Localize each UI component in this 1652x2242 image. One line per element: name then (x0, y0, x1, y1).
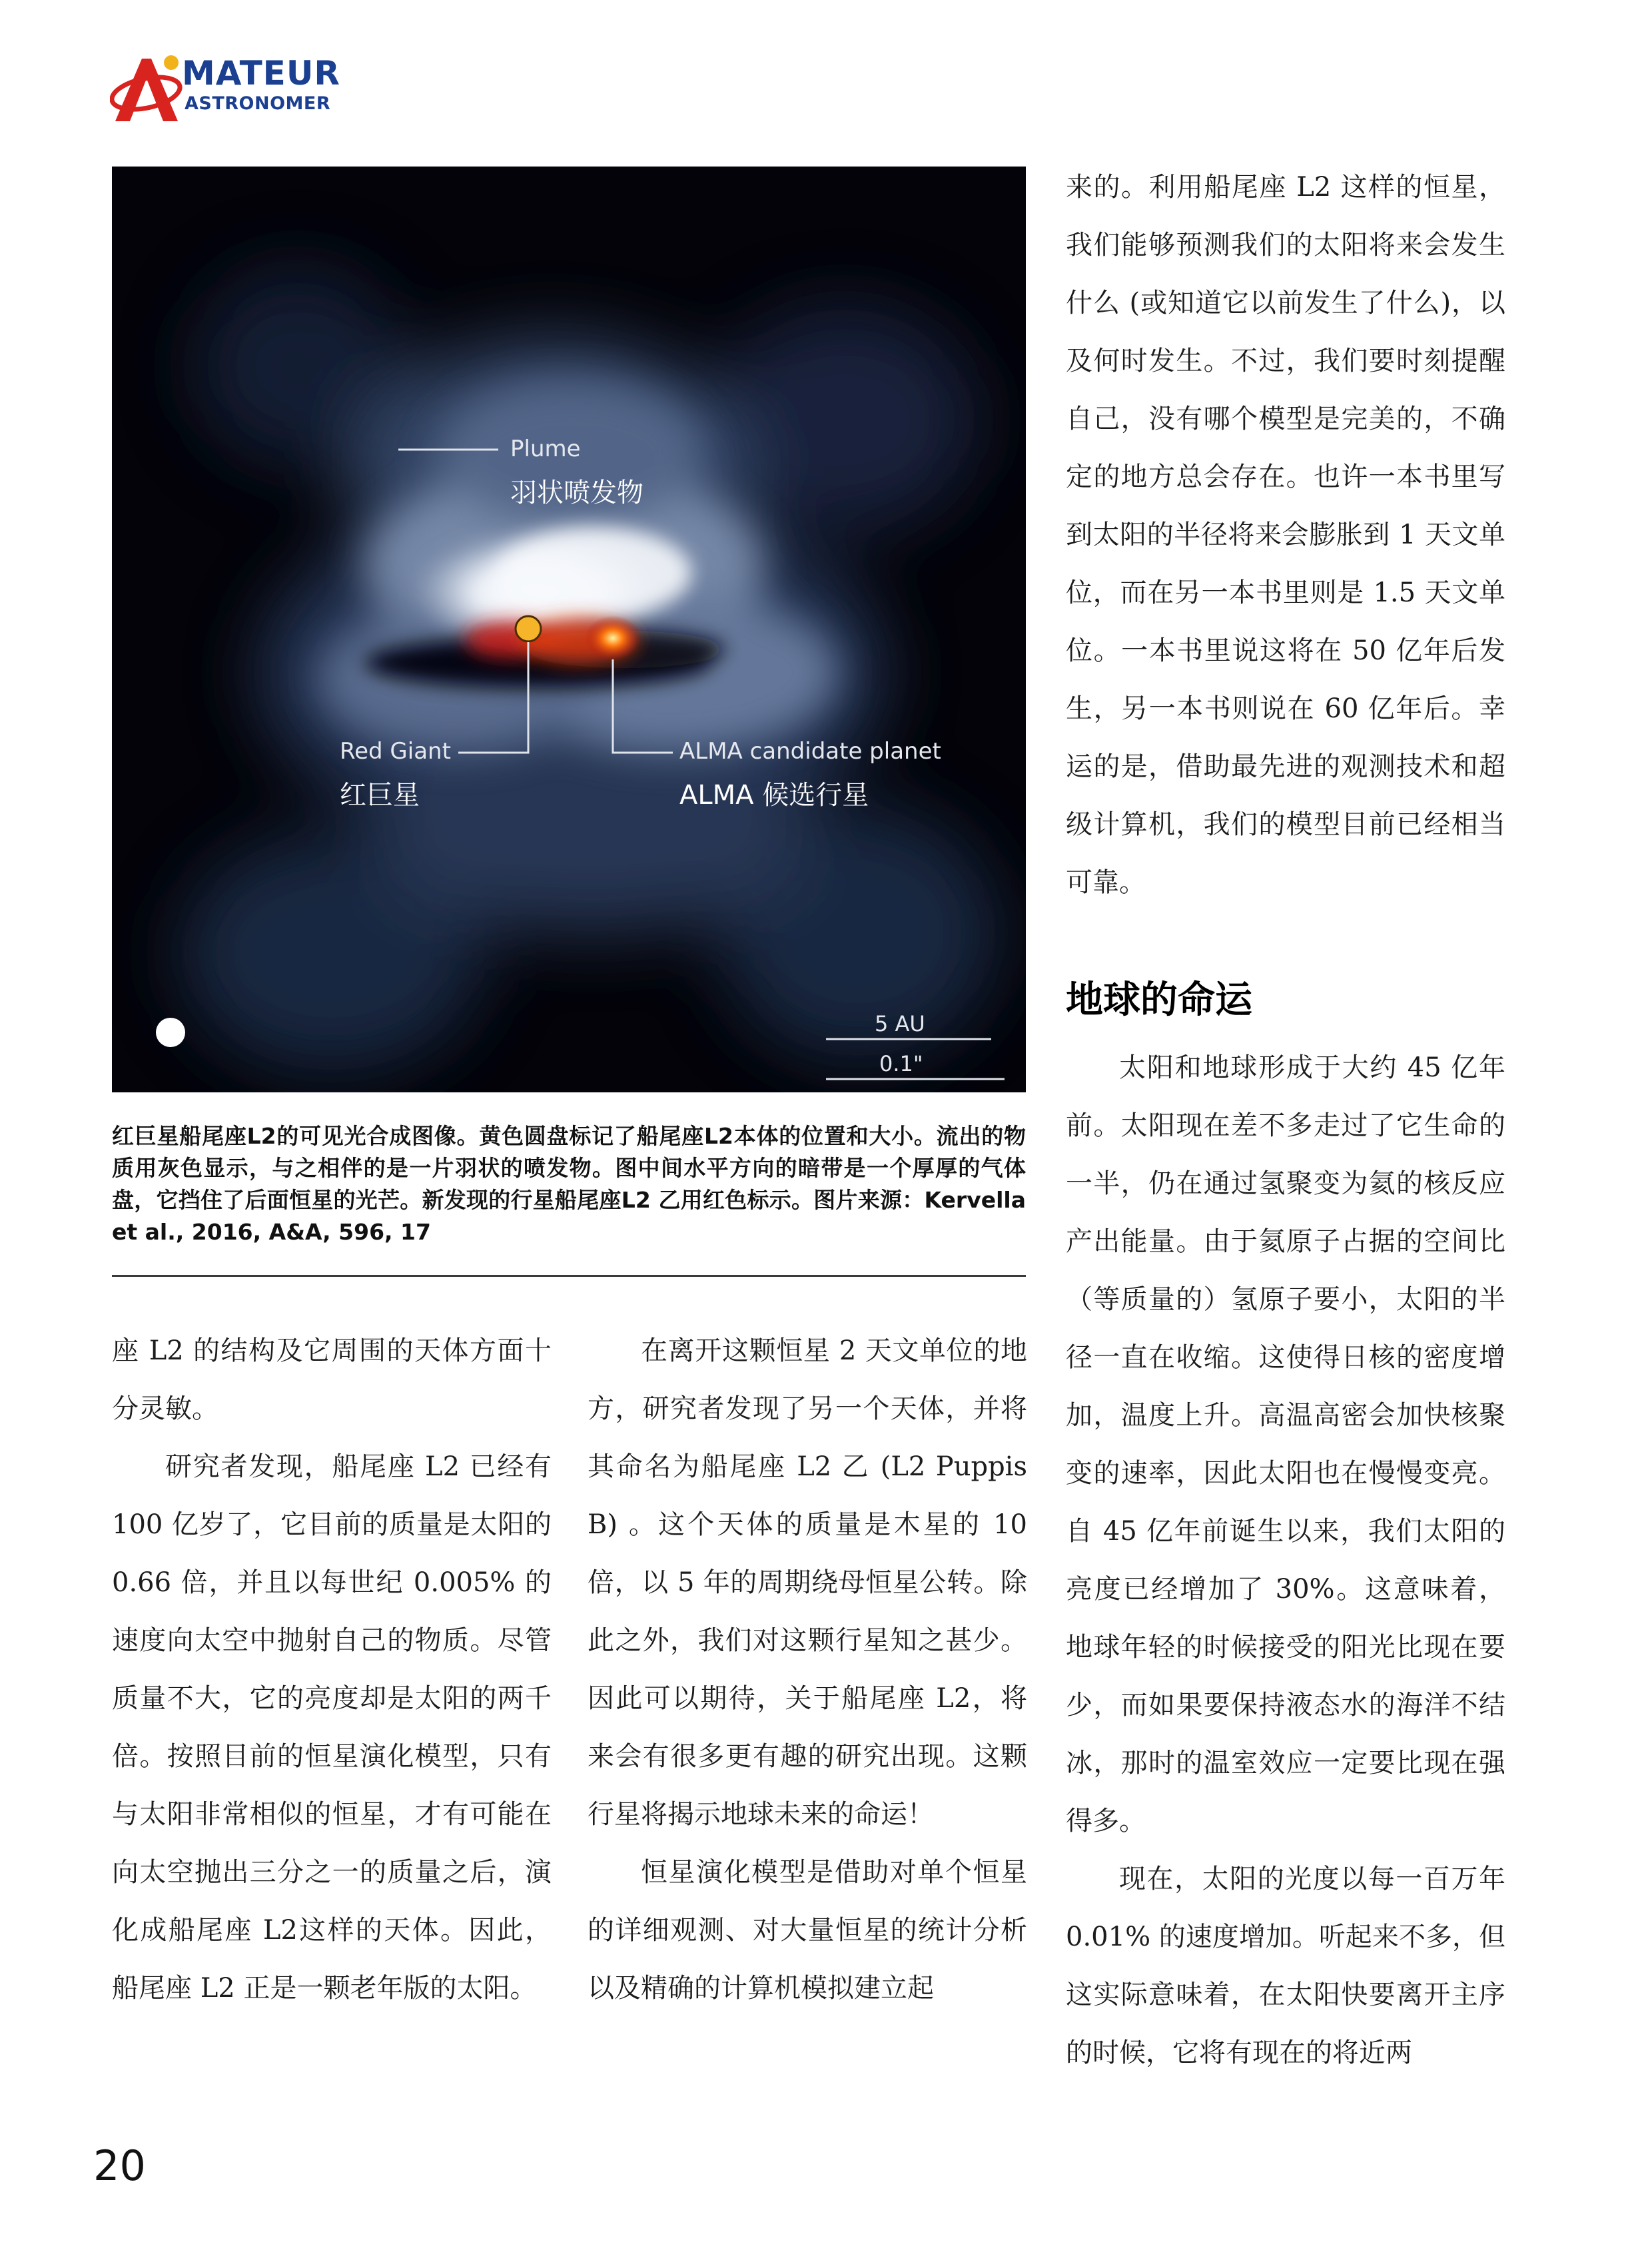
red-giant-image (112, 167, 1026, 1092)
body-column-middle (588, 1322, 1027, 2018)
planet-label-zh: ALMA 候选行星 (679, 780, 869, 811)
paragraph: 现在，太阳的光度以每一百万年 0.01% 的速度增加。听起来不多，但这实际意味着，在太阳快要离开主序的时候，它将有现在的将近两 (1066, 1864, 1505, 2068)
page-number: 20 (93, 2141, 146, 2190)
plume-label-en: Plume (510, 436, 581, 462)
planet-label-en: ALMA candidate planet (679, 738, 941, 765)
logo-brand-sub: ASTRONOMER (185, 93, 331, 114)
caption-divider (112, 1275, 1026, 1277)
red-giant-label-en: Red Giant (340, 738, 451, 765)
plume-label-zh: 羽状喷发物 (510, 478, 643, 508)
paragraph: 恒星演化模型是借助对单个恒星的详细观测、对大量恒星的统计分析以及精确的计算机模拟建立起 (588, 1857, 1027, 2004)
section-heading: 地球的命运 (1066, 978, 1252, 1022)
magazine-logo (110, 52, 340, 125)
scale-au-label: 5 AU (875, 1011, 925, 1036)
figure-caption: 红巨星船尾座L2的可见光合成图像。黄色圆盘标记了船尾座L2本体的位置和大小。流出的物质用灰色显示，与之相伴的是一片羽状的喷发物。图中间水平方向的暗带是一个厚厚的气体盘，它挡住了后面恒星的光芒。新发现的行星船尾座L2 乙用红色标示。图片来源：Kervella et al., 2016, A&A, 596, 17 (112, 1123, 1026, 1245)
paragraph: 研究者发现，船尾座 L2 已经有 100 亿岁了，它目前的质量是太阳的 0.66 倍，并且以每世纪 0.005% 的速度向太空中抛射自己的物质。尽管质量不大，它的亮度却是太阳的两千倍。按照目前的恒星演化模型，只有与太阳非常相似的恒星，才有可能在向太空抛出三分之一的质量之后，演化成船尾座 L2这样的天体。因此，船尾座 L2 正是一颗老年版的太阳。 (112, 1451, 552, 2004)
paragraph: 座 L2 的结构及它周围的天体方面十分灵敏。 (112, 1335, 552, 1424)
red-giant-label-zh: 红巨星 (340, 780, 420, 811)
astronomer-a-emblem-icon (110, 52, 187, 125)
beam-size-marker (156, 1018, 185, 1047)
scale-arcsec-label: 0.1" (879, 1051, 923, 1076)
logo-brand-main: MATEUR (182, 54, 340, 93)
body-column-right-bottom (1066, 1039, 1505, 2082)
body-column-left (112, 1322, 552, 2018)
paragraph: 太阳和地球形成于大约 45 亿年前。太阳现在差不多走过了它生命的一半，仍在通过氢聚变为氦的核反应产出能量。由于氦原子占据的空间比（等质量的）氢原子要小，太阳的半径一直在收缩。这使得日核的密度增加，温度上升。高温高密会加快核聚变的速率，因此太阳也在慢慢变亮。自 45 亿年前诞生以来，我们太阳的亮度已经增加了 30%。这意味着，地球年轻的时候接受的阳光比现在要少，而如果要保持液态水的海洋不结冰，那时的温室效应一定要比现在强得多。 (1066, 1052, 1505, 1836)
body-column-right-top (1066, 159, 1505, 912)
paragraph: 在离开这颗恒星 2 天文单位的地方，研究者发现了另一个天体，并将其命名为船尾座 L2 乙 (L2 Puppis B) 。这个天体的质量是木星的 10 倍，以 5 年的周期绕母恒星公转。除此之外，我们对这颗行星知之甚少。因此可以期待，关于船尾座 L2，将来会有很多更有趣的研究出现。这颗行星将揭示地球未来的命运！ (588, 1335, 1027, 1830)
paragraph: 来的。利用船尾座 L2 这样的恒星，我们能够预测我们的太阳将来会发生什么 (或知道它以前发生了什么)，以及何时发生。不过，我们要时刻提醒自己，没有哪个模型是完美的，不确定的地方总会存在。也许一本书里写到太阳的半径将来会膨胀到 1 天文单位，而在另一本书里则是 1.5 天文单位。一本书里说这将在 50 亿年后发生，另一本书则说在 60 亿年后。幸运的是，借助最先进的观测技术和超级计算机，我们的模型目前已经相当可靠。 (1066, 172, 1505, 898)
nebula-illustration (112, 167, 1026, 1092)
